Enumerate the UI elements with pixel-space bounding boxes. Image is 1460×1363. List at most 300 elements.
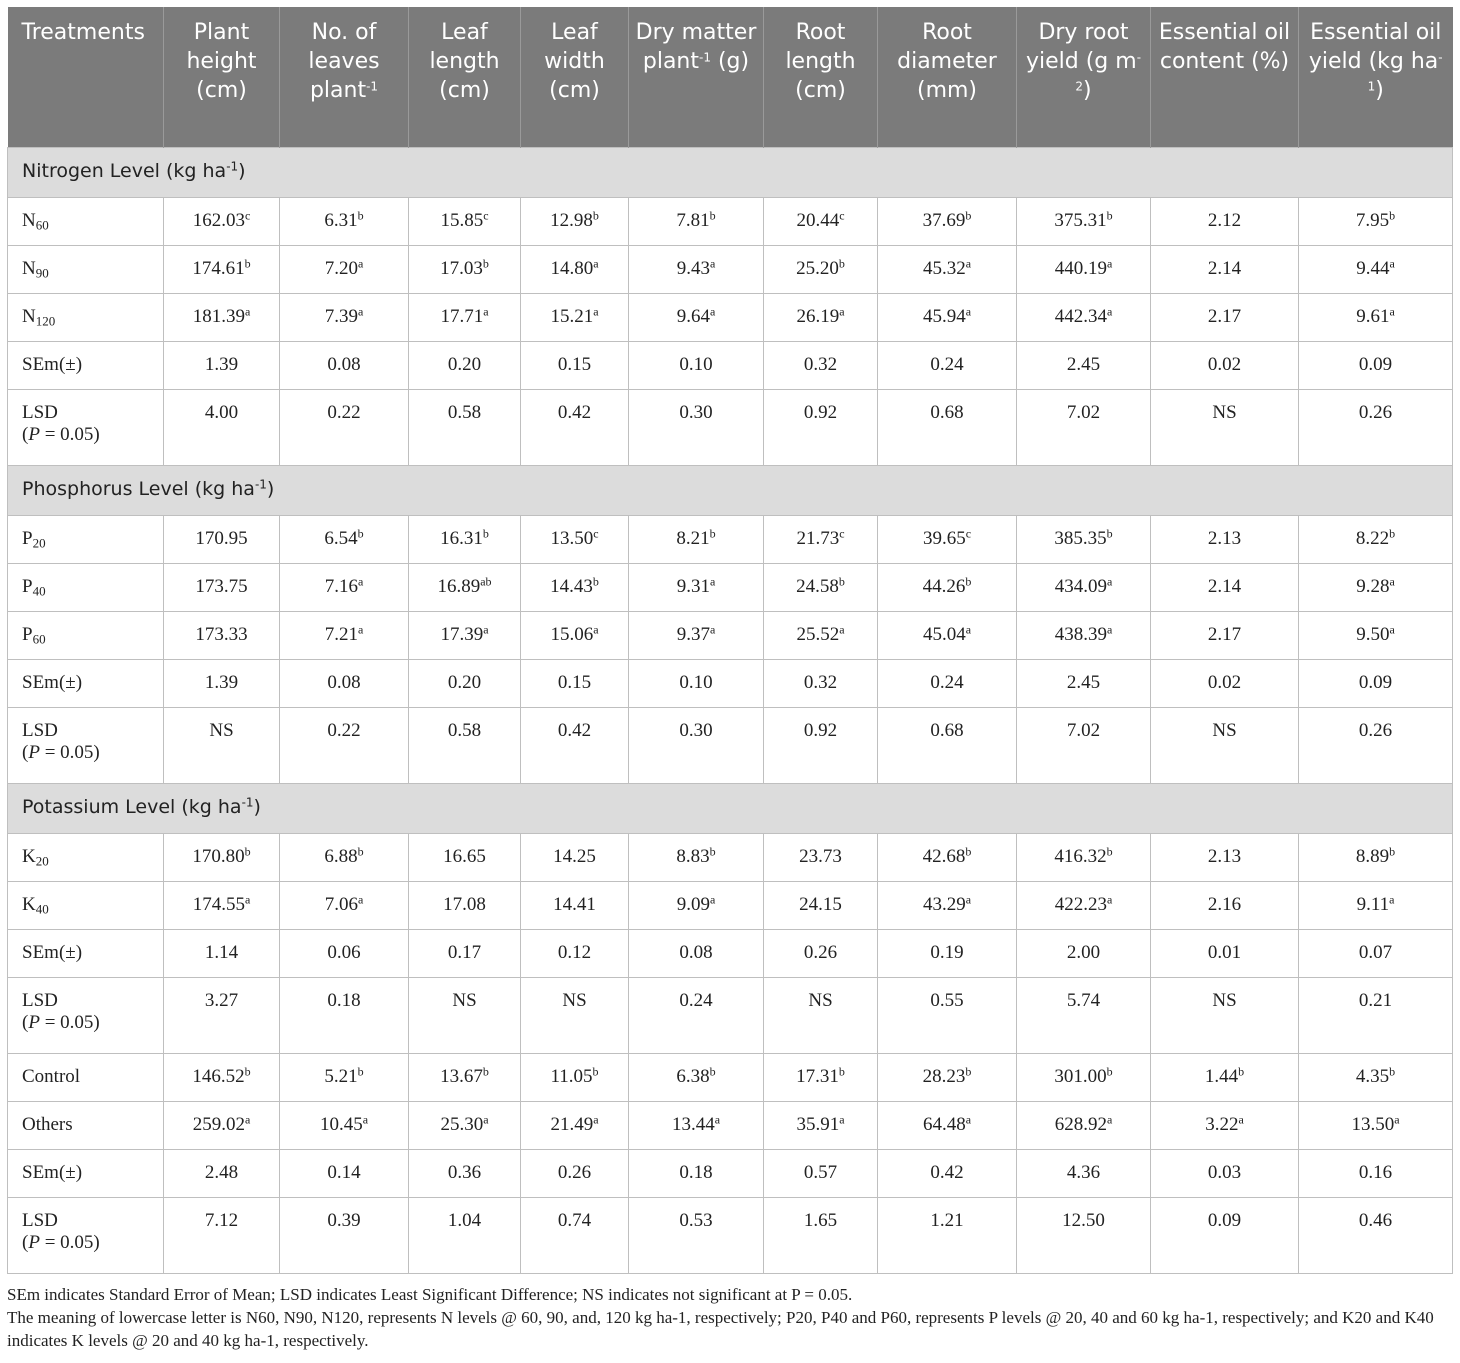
cell-value: NS <box>808 990 833 1011</box>
treatment-label-text: SEm(±) <box>22 1162 83 1183</box>
table-cell <box>164 930 280 978</box>
cell-value: 37.69 <box>922 210 966 231</box>
cell-value: 0.20 <box>447 354 482 375</box>
table-cell <box>764 1150 878 1198</box>
cell-value: 1.04 <box>447 1210 482 1231</box>
table-cell <box>280 930 409 978</box>
significance-letter: b <box>709 208 716 223</box>
cell-value: 0.42 <box>557 402 592 423</box>
cell-value: 0.32 <box>803 672 838 693</box>
significance-letter: b <box>1106 526 1113 541</box>
cell-value: 9.61 <box>1356 306 1390 327</box>
table-cell <box>878 708 1017 784</box>
treatment-label-text: N <box>22 306 36 327</box>
significance-letter: b <box>1106 208 1113 223</box>
table-cell <box>1151 1150 1299 1198</box>
significance-letter: a <box>593 304 599 319</box>
significance-letter: b <box>965 844 972 859</box>
cell-value: 0.09 <box>1358 672 1393 693</box>
table-row <box>8 246 1453 294</box>
significance-letter: b <box>244 1064 251 1079</box>
treatment-level-subscript: 60 <box>32 631 46 647</box>
lsd-probability-variable: P <box>28 742 40 763</box>
cell-value: 25.52 <box>796 624 840 645</box>
treatment-label <box>8 246 164 294</box>
cell-value: 0.07 <box>1358 942 1393 963</box>
significance-letter: b <box>357 1064 364 1079</box>
table-cell <box>409 1054 521 1102</box>
lsd-row <box>8 1198 1453 1274</box>
table-cell <box>764 516 878 564</box>
column-header <box>1017 7 1151 148</box>
significance-letter: a <box>1389 622 1395 637</box>
cell-value: 15.06 <box>550 624 594 645</box>
table-body <box>8 148 1453 1274</box>
table-cell <box>629 198 764 246</box>
significance-letter: c <box>839 208 845 223</box>
table-cell <box>1151 708 1299 784</box>
table-cell <box>521 564 629 612</box>
column-header-unit-suffix: ) <box>1375 78 1384 103</box>
lsd-probability-value: = 0.05) <box>39 1232 100 1253</box>
table-cell <box>629 1102 764 1150</box>
table-cell <box>1151 294 1299 342</box>
significance-letter: ab <box>480 574 492 589</box>
table-cell <box>409 246 521 294</box>
cell-value: 0.22 <box>327 402 361 423</box>
table-cell <box>764 978 878 1054</box>
column-header-unit-suffix: (g) <box>710 49 750 74</box>
table-cell <box>409 978 521 1054</box>
cell-value: 3.22 <box>1205 1114 1239 1135</box>
column-header <box>764 7 878 148</box>
treatment-label-text: N <box>22 258 36 279</box>
cell-value: 9.11 <box>1356 894 1390 915</box>
cell-value: 16.89 <box>437 576 481 597</box>
cell-value: 0.18 <box>679 1162 713 1183</box>
table-cell <box>164 1198 280 1274</box>
treatment-level-subscript: 20 <box>32 535 46 551</box>
treatment-label-text: P <box>22 528 33 549</box>
significance-letter: a <box>965 256 972 271</box>
cell-value: 14.25 <box>553 846 596 867</box>
treatment-label <box>8 1198 164 1274</box>
cell-value: 16.65 <box>443 846 486 867</box>
table-cell <box>409 1150 521 1198</box>
cell-value: 14.80 <box>550 258 594 279</box>
table-cell <box>409 834 521 882</box>
cell-value: 0.68 <box>930 402 964 423</box>
table-cell <box>629 612 764 660</box>
cell-value: 5.21 <box>324 1066 358 1087</box>
table-cell <box>280 516 409 564</box>
significance-letter: b <box>592 208 599 223</box>
cell-value: 1.14 <box>204 942 239 963</box>
table-cell <box>521 342 629 390</box>
treatment-label <box>8 516 164 564</box>
table-cell <box>764 1198 878 1274</box>
cell-value: NS <box>562 990 587 1011</box>
significance-letter: b <box>1106 844 1113 859</box>
significance-letter: a <box>593 1112 599 1127</box>
significance-letter: b <box>592 574 599 589</box>
table-cell <box>409 1102 521 1150</box>
table-cell <box>521 834 629 882</box>
cell-value: 442.34 <box>1054 306 1107 327</box>
cell-value: 375.31 <box>1054 210 1107 231</box>
table-cell <box>764 564 878 612</box>
cell-value: 0.15 <box>557 672 592 693</box>
cell-value: 438.39 <box>1054 624 1107 645</box>
cell-value: 0.26 <box>1358 720 1393 741</box>
lsd-row <box>8 708 1453 784</box>
table-cell <box>521 1150 629 1198</box>
table-cell <box>1017 294 1151 342</box>
significance-letter: a <box>357 892 364 907</box>
significance-letter: a <box>1106 574 1113 589</box>
table-cell <box>1017 564 1151 612</box>
table-cell <box>629 564 764 612</box>
section-title <box>8 784 1453 834</box>
table-cell <box>1017 516 1151 564</box>
cell-value: 0.32 <box>803 354 838 375</box>
table-cell <box>409 342 521 390</box>
cell-value: 15.85 <box>440 210 484 231</box>
table-cell <box>280 660 409 708</box>
significance-letter: b <box>1238 1064 1245 1079</box>
section-title-exponent: -1 <box>241 795 254 810</box>
table-cell <box>409 612 521 660</box>
cell-value: 2.17 <box>1207 306 1242 327</box>
section-title-text: Nitrogen Level (kg ha <box>22 160 227 182</box>
table-cell <box>164 1054 280 1102</box>
table-cell <box>521 978 629 1054</box>
table-row <box>8 1102 1453 1150</box>
significance-letter: b <box>709 844 716 859</box>
significance-letter: c <box>244 208 251 223</box>
cell-value: 1.21 <box>930 1210 964 1231</box>
table-cell <box>409 882 521 930</box>
significance-letter: a <box>357 622 364 637</box>
cell-value: 0.26 <box>1358 402 1393 423</box>
cell-value: 162.03 <box>192 210 245 231</box>
cell-value: 0.30 <box>679 402 713 423</box>
significance-letter: b <box>965 574 972 589</box>
cell-value: 2.13 <box>1207 846 1242 867</box>
cell-value: 2.45 <box>1066 354 1101 375</box>
cell-value: 43.29 <box>922 894 966 915</box>
table-cell <box>1299 612 1453 660</box>
treatment-level-subscript: 90 <box>35 265 49 281</box>
header-row <box>8 7 1453 148</box>
table-cell <box>521 882 629 930</box>
treatment-label-text: LSD <box>22 990 58 1011</box>
significance-letter: a <box>1106 622 1113 637</box>
cell-value: 0.03 <box>1207 1162 1242 1183</box>
table-cell <box>629 246 764 294</box>
table-cell <box>1151 882 1299 930</box>
significance-letter: b <box>357 208 364 223</box>
table-cell <box>878 342 1017 390</box>
cell-value: 26.19 <box>796 306 840 327</box>
cell-value: 17.03 <box>440 258 483 279</box>
table-cell <box>521 660 629 708</box>
cell-value: 3.27 <box>204 990 239 1011</box>
column-header <box>164 7 280 148</box>
lsd-probability <box>22 424 159 446</box>
significance-letter: a <box>1106 892 1113 907</box>
table-cell <box>280 1150 409 1198</box>
significance-letter: b <box>838 1064 845 1079</box>
table-cell <box>1299 198 1453 246</box>
lsd-probability-value: = 0.05) <box>39 742 100 763</box>
column-header-text: Dry matter plant <box>635 20 757 74</box>
table-cell <box>280 834 409 882</box>
cell-value: 170.80 <box>192 846 245 867</box>
cell-value: 17.08 <box>443 894 486 915</box>
cell-value: 2.14 <box>1207 576 1242 597</box>
cell-value: 17.39 <box>440 624 484 645</box>
column-header-text: No. of leaves plant <box>308 20 380 103</box>
table-cell <box>1017 1150 1151 1198</box>
treatment-level-subscript: 120 <box>35 313 56 329</box>
table-cell <box>629 1150 764 1198</box>
lsd-probability-variable: P <box>28 1232 40 1253</box>
table-cell <box>1299 1102 1453 1150</box>
table-cell <box>521 708 629 784</box>
significance-letter: a <box>593 256 599 271</box>
significance-letter: b <box>965 208 972 223</box>
significance-letter: a <box>1106 1112 1113 1127</box>
table-cell <box>629 660 764 708</box>
column-header-text: Treatments <box>21 20 145 45</box>
table-cell <box>1017 1054 1151 1102</box>
treatment-label <box>8 612 164 660</box>
column-header-unit-suffix: ) <box>1083 78 1092 103</box>
cell-value: 6.88 <box>324 846 358 867</box>
table-cell <box>1299 1150 1453 1198</box>
table-cell <box>409 1198 521 1274</box>
table-cell <box>878 198 1017 246</box>
column-header-unit-exponent: -2 <box>1075 50 1142 94</box>
cell-value: 0.92 <box>803 720 838 741</box>
lsd-probability <box>22 742 159 764</box>
treatment-label <box>8 342 164 390</box>
table-cell <box>409 198 521 246</box>
treatment-label <box>8 198 164 246</box>
table-cell <box>629 708 764 784</box>
cell-value: 14.43 <box>550 576 593 597</box>
cell-value: 20.44 <box>796 210 840 231</box>
table-cell <box>1017 834 1151 882</box>
column-header-text: Leaf width (cm) <box>544 20 605 103</box>
lsd-row <box>8 978 1453 1054</box>
cell-value: 0.08 <box>327 354 361 375</box>
table-row <box>8 294 1453 342</box>
table-cell <box>878 930 1017 978</box>
table-cell <box>521 390 629 466</box>
table-cell <box>764 882 878 930</box>
cell-value: 11.05 <box>550 1066 593 1087</box>
treatment-label <box>8 930 164 978</box>
cell-value: 23.73 <box>799 846 842 867</box>
significance-letter: b <box>1389 844 1396 859</box>
table-cell <box>409 294 521 342</box>
section-title-suffix: ) <box>238 160 246 182</box>
significance-letter: a <box>357 256 364 271</box>
cell-value: 146.52 <box>192 1066 245 1087</box>
table-cell <box>878 390 1017 466</box>
table-cell <box>1151 390 1299 466</box>
table-row <box>8 882 1453 930</box>
cell-value: 7.16 <box>324 576 358 597</box>
table-cell <box>164 882 280 930</box>
table-cell <box>629 390 764 466</box>
significance-letter: b <box>1106 1064 1113 1079</box>
cell-value: 2.45 <box>1066 672 1101 693</box>
table-cell <box>409 708 521 784</box>
significance-letter: b <box>482 1064 489 1079</box>
table-cell <box>280 1198 409 1274</box>
table-cell <box>1299 564 1453 612</box>
cell-value: 0.53 <box>679 1210 713 1231</box>
column-header-unit-exponent: -1 <box>699 50 711 65</box>
significance-letter: a <box>1106 304 1113 319</box>
column-header <box>409 7 521 148</box>
cell-value: 0.02 <box>1207 354 1242 375</box>
significance-letter: a <box>709 892 716 907</box>
table-cell <box>629 516 764 564</box>
treatment-label <box>8 1150 164 1198</box>
cell-value: 21.73 <box>796 528 840 549</box>
cell-value: 15.21 <box>550 306 594 327</box>
cell-value: 8.83 <box>676 846 710 867</box>
cell-value: 12.50 <box>1062 1210 1105 1231</box>
table-cell <box>1299 660 1453 708</box>
table-cell <box>164 198 280 246</box>
table-cell <box>764 834 878 882</box>
table-cell <box>164 342 280 390</box>
table-cell <box>629 834 764 882</box>
significance-letter: b <box>357 526 364 541</box>
significance-letter: a <box>483 1112 489 1127</box>
cell-value: 0.39 <box>327 1210 361 1231</box>
cell-value: 174.61 <box>192 258 245 279</box>
cell-value: 64.48 <box>922 1114 966 1135</box>
cell-value: NS <box>209 720 234 741</box>
significance-letter: a <box>965 1112 972 1127</box>
cell-value: 0.30 <box>679 720 713 741</box>
cell-value: 0.24 <box>679 990 713 1011</box>
table-cell <box>878 516 1017 564</box>
table-cell <box>521 198 629 246</box>
cell-value: 440.19 <box>1054 258 1107 279</box>
cell-value: 0.09 <box>1358 354 1393 375</box>
section-row <box>8 148 1453 198</box>
cell-value: 0.55 <box>930 990 964 1011</box>
table-cell <box>629 342 764 390</box>
significance-letter: b <box>357 844 364 859</box>
cell-value: 0.26 <box>803 942 838 963</box>
cell-value: 0.06 <box>327 942 361 963</box>
section-title-exponent: -1 <box>254 477 267 492</box>
cell-value: 0.01 <box>1207 942 1242 963</box>
table-cell <box>1151 516 1299 564</box>
cell-value: 0.20 <box>447 672 482 693</box>
cell-value: 8.22 <box>1355 528 1390 549</box>
cell-value: 25.30 <box>440 1114 484 1135</box>
treatment-label-text: Others <box>22 1114 73 1135</box>
table-cell <box>878 246 1017 294</box>
significance-letter: b <box>1389 1064 1396 1079</box>
cell-value: 9.09 <box>676 894 710 915</box>
table-cell <box>764 390 878 466</box>
cell-value: 13.50 <box>550 528 594 549</box>
significance-letter: a <box>709 256 716 271</box>
table-cell <box>764 246 878 294</box>
treatment-level-subscript: 40 <box>32 583 46 599</box>
treatment-label <box>8 1102 164 1150</box>
treatment-label-text: SEm(±) <box>22 354 83 375</box>
lsd-probability-variable: P <box>28 424 40 445</box>
cell-value: 13.44 <box>671 1114 715 1135</box>
table-cell <box>878 564 1017 612</box>
table-cell <box>1151 834 1299 882</box>
significance-letter: b <box>1389 526 1396 541</box>
treatment-label <box>8 390 164 466</box>
cell-value: 4.36 <box>1066 1162 1101 1183</box>
cell-value: 35.91 <box>796 1114 840 1135</box>
table-cell <box>409 516 521 564</box>
cell-value: 45.04 <box>922 624 966 645</box>
table-cell <box>1299 708 1453 784</box>
table-row <box>8 516 1453 564</box>
table-cell <box>280 294 409 342</box>
cell-value: 422.23 <box>1054 894 1107 915</box>
cell-value: 7.95 <box>1355 210 1390 231</box>
section-title-suffix: ) <box>253 796 261 818</box>
section-title-text: Phosphorus Level (kg ha <box>22 478 255 500</box>
cell-value: 628.92 <box>1054 1114 1107 1135</box>
significance-letter: a <box>1389 304 1395 319</box>
table-cell <box>164 708 280 784</box>
table-cell <box>878 978 1017 1054</box>
table-cell <box>1299 342 1453 390</box>
significance-letter: a <box>483 304 489 319</box>
cell-value: 1.39 <box>204 672 239 693</box>
cell-value: 0.36 <box>447 1162 482 1183</box>
treatment-label <box>8 660 164 708</box>
table-cell <box>764 708 878 784</box>
column-header-text: Root length (cm) <box>785 20 856 103</box>
significance-letter: a <box>714 1112 721 1127</box>
treatment-label <box>8 708 164 784</box>
column-header <box>280 7 409 148</box>
cell-value: 434.09 <box>1054 576 1107 597</box>
table-row <box>8 834 1453 882</box>
cell-value: 173.33 <box>195 624 248 645</box>
treatment-label <box>8 564 164 612</box>
cell-value: 8.21 <box>676 528 710 549</box>
cell-value: 0.74 <box>557 1210 592 1231</box>
section-title-text: Potassium Level (kg ha <box>22 796 242 818</box>
table-cell <box>280 612 409 660</box>
column-header-text: Leaf length (cm) <box>429 20 500 103</box>
cell-value: 174.55 <box>192 894 245 915</box>
table-cell <box>1017 660 1151 708</box>
significance-letter: c <box>839 526 845 541</box>
cell-value: 0.58 <box>447 402 482 423</box>
